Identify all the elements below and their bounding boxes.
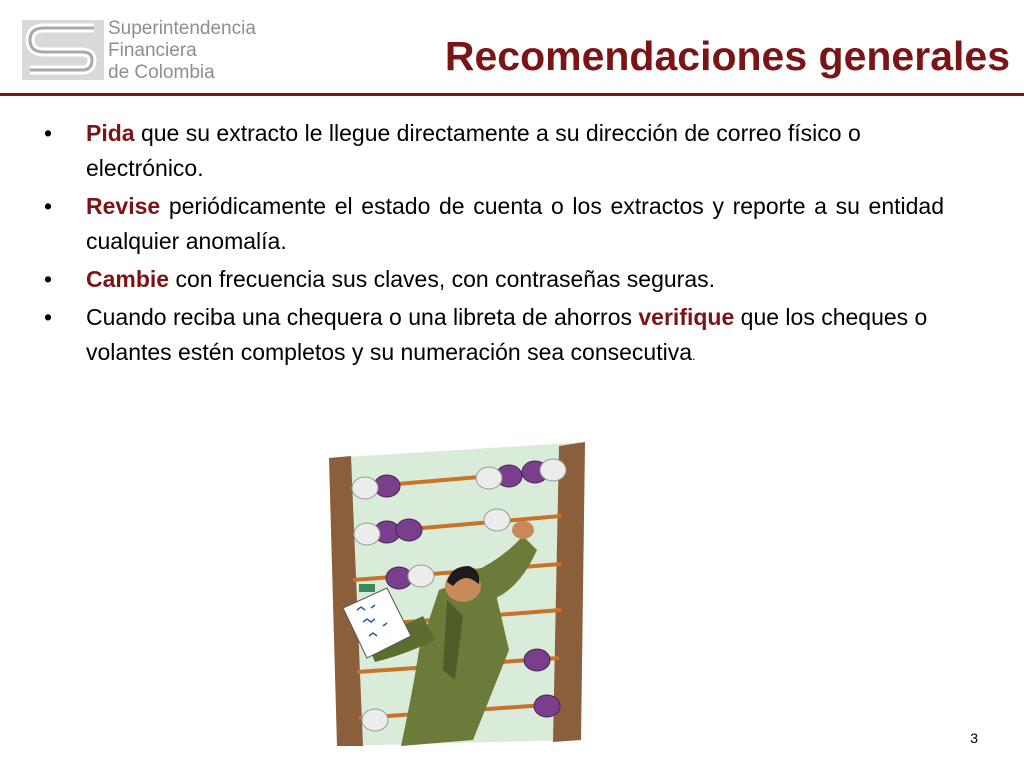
logo-text: [108, 18, 256, 84]
bullet-text: Cuando reciba una chequera o una libreta de ahorros: [86, 304, 639, 330]
keyword-pida: Pida: [86, 120, 135, 146]
logo-s-icon: [22, 20, 104, 80]
keyword-revise: Revise: [86, 193, 161, 219]
abacus-man-clipart-icon: [323, 440, 589, 750]
list-item: [44, 300, 944, 373]
logo-line-2: Financiera: [108, 40, 197, 61]
list-item: [44, 116, 944, 186]
logo-line-3: de Colombia: [108, 62, 215, 83]
slide-title: Recomendaciones generales: [444, 33, 1010, 79]
list-item: [44, 189, 944, 259]
page-number: 3: [970, 730, 978, 746]
keyword-verifique: verifique: [638, 304, 735, 330]
bullet-text: con frecuencia sus claves, con contraseñas seguras.: [169, 266, 715, 292]
recommendations-list: [44, 116, 944, 376]
logo-line-1: Superintendencia: [108, 18, 256, 39]
title-underline: [0, 93, 1024, 96]
keyword-cambie: Cambie: [86, 266, 170, 292]
bullet-text: que su extracto le llegue directamente a su dirección de correo físico o electrónico.: [86, 120, 861, 181]
list-item: [44, 262, 944, 297]
bullet-text: que los cheques o volantes estén completos y su numeración sea consecutiva: [86, 304, 928, 365]
bullet-period: .: [692, 348, 696, 363]
bullet-text: periódicamente el estado de cuenta o los extractos y reporte a su entidad cualquier anomalía.: [86, 193, 944, 254]
logo: [10, 14, 270, 86]
